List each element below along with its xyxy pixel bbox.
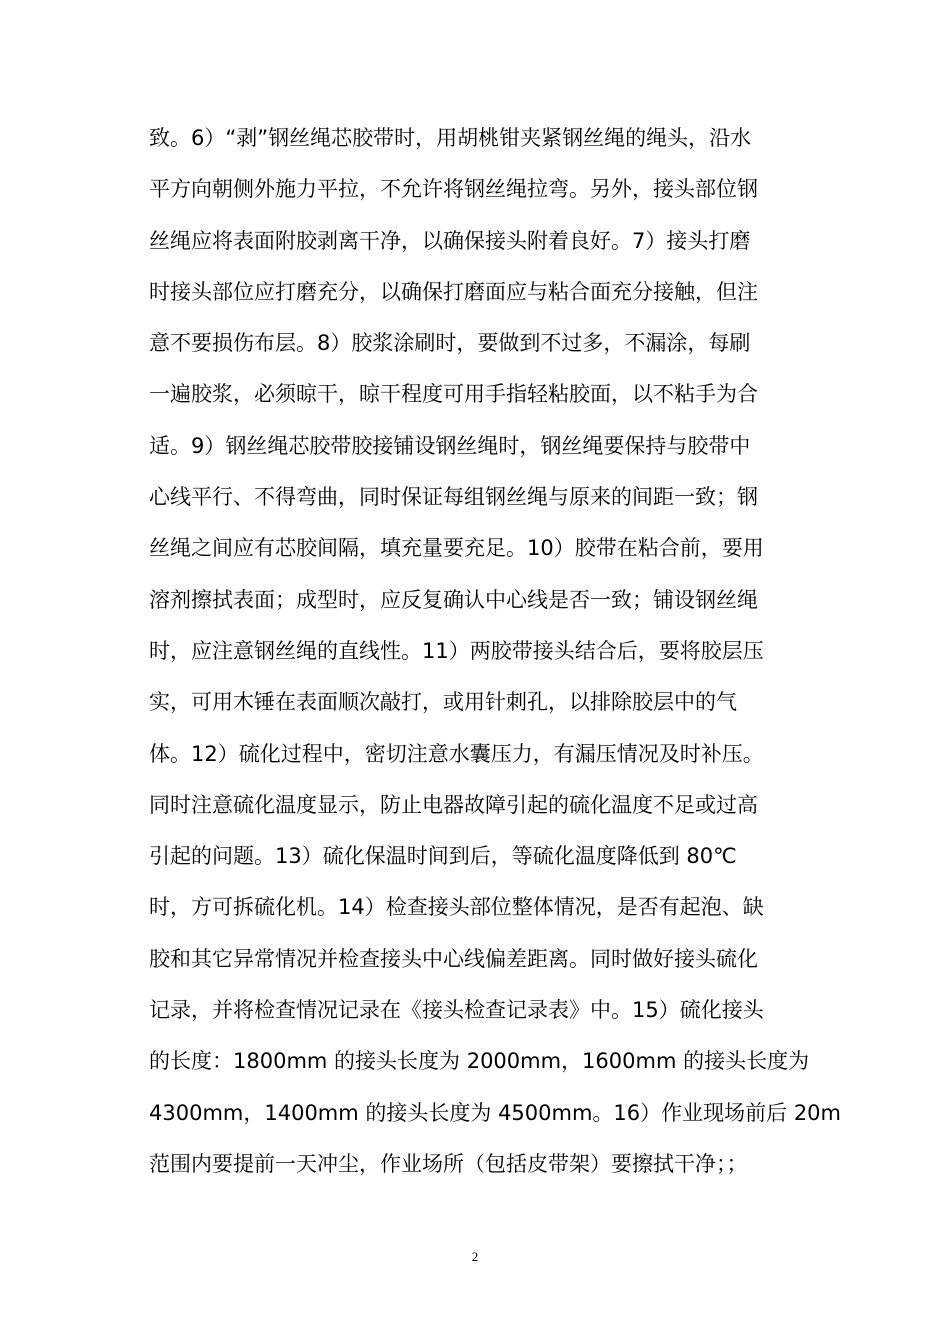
- text-line: 体。12）硫化过程中，密切注意水囊压力，有漏压情况及时补压。: [149, 741, 764, 766]
- text-line: 的长度：1800mm 的接头长度为 2000mm，1600mm 的接头长度为: [149, 1049, 810, 1074]
- text-line: 同时注意硫化温度显示，防止电器故障引起的硫化温度不足或过高: [149, 792, 758, 817]
- text-line: 范围内要提前一天冲尘，作业场所（包括皮带架）要擦拭干净；；: [149, 1151, 748, 1176]
- text-line: 4300mm，1400mm 的接头长度为 4500mm。16）作业现场前后 20m: [149, 1100, 841, 1125]
- text-line: 适。9）钢丝绳芯胶带胶接铺设钢丝绳时，钢丝绳要保持与胶带中: [149, 433, 751, 458]
- text-line: 记录，并将检查情况记录在《接头检查记录表》中。15）硫化接头: [149, 998, 764, 1023]
- text-line: 丝绳之间应有芯胶间隔，填充量要充足。10）胶带在粘合前，要用: [149, 536, 764, 561]
- text-line: 致。6）“剥”钢丝绳芯胶带时，用胡桃钳夹紧钢丝绳的绳头，沿水: [149, 126, 752, 150]
- text-line: 心线平行、不得弯曲，同时保证每组钢丝绳与原来的间距一致；钢: [149, 485, 758, 510]
- text-line: 溶剂擦拭表面；成型时，应反复确认中心线是否一致；铺设钢丝绳: [149, 587, 758, 612]
- text-line: 胶和其它异常情况并检查接头中心线偏差距离。同时做好接头硫化: [149, 946, 758, 971]
- text-line: 意不要损伤布层。8）胶浆涂刷时，要做到不过多，不漏涂，每刷: [149, 331, 751, 356]
- body-text: [149, 118, 841, 1195]
- text-line: 丝绳应将表面附胶剥离干净，以确保接头附着良好。7）接头打磨: [149, 228, 751, 253]
- text-line: 引起的问题。13）硫化保温时间到后，等硫化温度降低到 80℃: [149, 844, 737, 869]
- text-line: 实，可用木锤在表面顺次敲打，或用针刺孔，以排除胶层中的气: [149, 690, 737, 715]
- text-line: 时，方可拆硫化机。14）检查接头部位整体情况，是否有起泡、缺: [149, 895, 764, 920]
- text-line: 时接头部位应打磨充分，以确保打磨面应与粘合面充分接触，但注: [149, 279, 758, 304]
- page-number: 2: [471, 1249, 479, 1264]
- text-line: 一遍胶浆，必须晾干，晾干程度可用手指轻粘胶面，以不粘手为合: [149, 382, 758, 407]
- text-line: 平方向朝侧外施力平拉，不允许将钢丝绳拉弯。另外，接头部位钢: [149, 177, 758, 202]
- text-line: 时，应注意钢丝绳的直线性。11）两胶带接头结合后，要将胶层压: [149, 638, 764, 663]
